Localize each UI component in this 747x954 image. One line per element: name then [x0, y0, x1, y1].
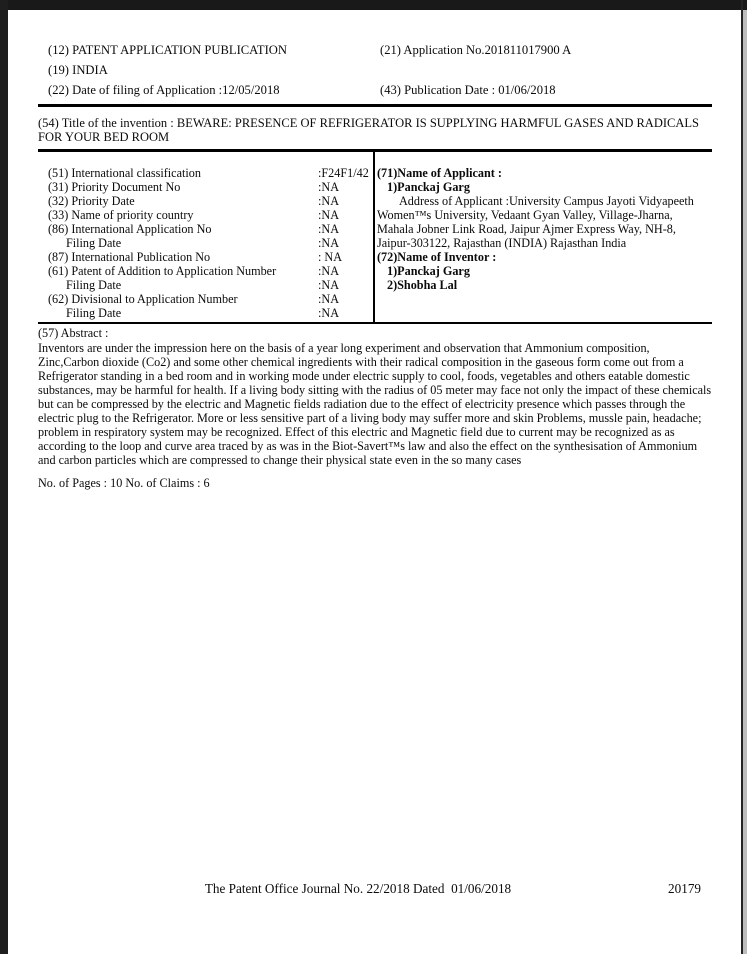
abstract-text: Inventors are under the impression here on the basis of a year long experiment and observation that Ammonium composition, Zinc,Carbon dioxide (Co2) and some other chemical ingredients with their radical composition in the gaseous form come out from a Refrigerator standing in a bed room and in working mode under electric supply to cool, foods, vegetables and others eatable domestic substances, may be harmful for health. If a living body sitting with the radius of 05 meter may face not only the impact of these chemicals but can be compressed by the electric and Magnetic fields radiation due to the effect of electricity presence which passes through the electric plug to the Refrigerator. More or less sensitive part of a living body may suffer more and skin Problems, mussle pain, headache; problem in respiratory system may be recognized. Effect of this electric and Magnetic field due to current may be recognized as as according to the loop and curve area traced by as was in the Biot-Savert™s law and also the effect on the synthesisation of Ammonium and carbon particles which are compressed to change their physical state even in the so many cases	[38, 341, 712, 468]
row-value: :NA	[318, 292, 339, 307]
horizontal-rule	[38, 322, 712, 324]
applicant-address-line: Mahala Jobner Link Road, Jaipur Ajmer Express Way, NH-8,	[377, 222, 676, 237]
row-label: (31) Priority Document No	[48, 180, 181, 195]
inventor-name: 1)Panckaj Garg	[387, 264, 470, 279]
applicant-name: 1)Panckaj Garg	[387, 180, 470, 195]
row-label: (62) Divisional to Application Number	[48, 292, 238, 307]
pages-claims-line: No. of Pages : 10 No. of Claims : 6	[38, 476, 210, 491]
applicant-address-line: Women™s University, Vedaant Gyan Valley, Village-Jharna,	[377, 208, 673, 223]
table-row	[38, 208, 373, 222]
page-number: 20179	[668, 881, 701, 896]
scan-border-top	[0, 0, 747, 10]
table-row	[38, 236, 373, 250]
country: (19) INDIA	[48, 63, 108, 77]
applicant-column	[375, 152, 712, 322]
table-row	[38, 222, 373, 236]
invention-title: (54) Title of the invention : BEWARE: PRESENCE OF REFRIGERATOR IS SUPPLYING HARMFUL GASES AND RADICALS FOR YOUR BED ROOM	[38, 116, 699, 144]
row-label: (61) Patent of Addition to Application Number	[48, 264, 277, 279]
inventor-name: 2)Shobha Lal	[387, 278, 458, 293]
applicant-address-line: Jaipur-303122, Rajasthan (INDIA) Rajasthan India	[377, 236, 627, 251]
inventor-heading: (72)Name of Inventor :	[377, 250, 497, 265]
table-row	[38, 292, 373, 306]
row-value: :NA	[318, 278, 339, 293]
row-label: Filing Date	[66, 236, 122, 251]
row-value: :F24F1/42	[318, 166, 369, 181]
row-label: (87) International Publication No	[48, 250, 211, 265]
row-value: :NA	[318, 194, 339, 209]
row-label: Filing Date	[66, 278, 122, 293]
scan-edge-shadow	[743, 10, 747, 954]
row-label: (51) International classification	[48, 166, 201, 181]
row-label: Filing Date	[66, 306, 122, 321]
applicant-address-line: Address of Applicant :University Campus Jayoti Vidyapeeth	[399, 194, 694, 209]
journal-footer: The Patent Office Journal No. 22/2018 Dated 01/06/2018	[204, 881, 512, 896]
document-header	[38, 40, 712, 100]
header-spacer	[380, 60, 712, 80]
row-label: (86) International Application No	[48, 222, 212, 237]
document-content	[38, 40, 712, 490]
table-row	[38, 180, 373, 194]
row-value: :NA	[318, 222, 339, 237]
publication-type: (12) PATENT APPLICATION PUBLICATION	[48, 43, 287, 57]
filing-date: (22) Date of filing of Application :12/05/2018	[48, 83, 280, 97]
table-row	[38, 306, 373, 320]
row-value: :NA	[318, 306, 339, 321]
applicant-heading: (71)Name of Applicant :	[377, 166, 502, 181]
row-value: :NA	[318, 208, 339, 223]
row-value: : NA	[318, 250, 343, 265]
scan-border-left	[0, 0, 8, 954]
table-row	[38, 194, 373, 208]
table-row	[38, 264, 373, 278]
publication-date: (43) Publication Date : 01/06/2018	[380, 83, 556, 97]
abstract-heading: (57) Abstract :	[38, 326, 109, 341]
application-number: (21) Application No.201811017900 A	[380, 43, 572, 57]
table-row	[38, 278, 373, 292]
row-value: :NA	[318, 236, 339, 251]
row-value: :NA	[318, 264, 339, 279]
row-label: (33) Name of priority country	[48, 208, 194, 223]
classification-column	[38, 152, 375, 322]
row-label: (32) Priority Date	[48, 194, 135, 209]
row-value: :NA	[318, 180, 339, 195]
table-row	[38, 166, 373, 180]
bibliographic-section	[38, 152, 712, 322]
table-row	[38, 250, 373, 264]
